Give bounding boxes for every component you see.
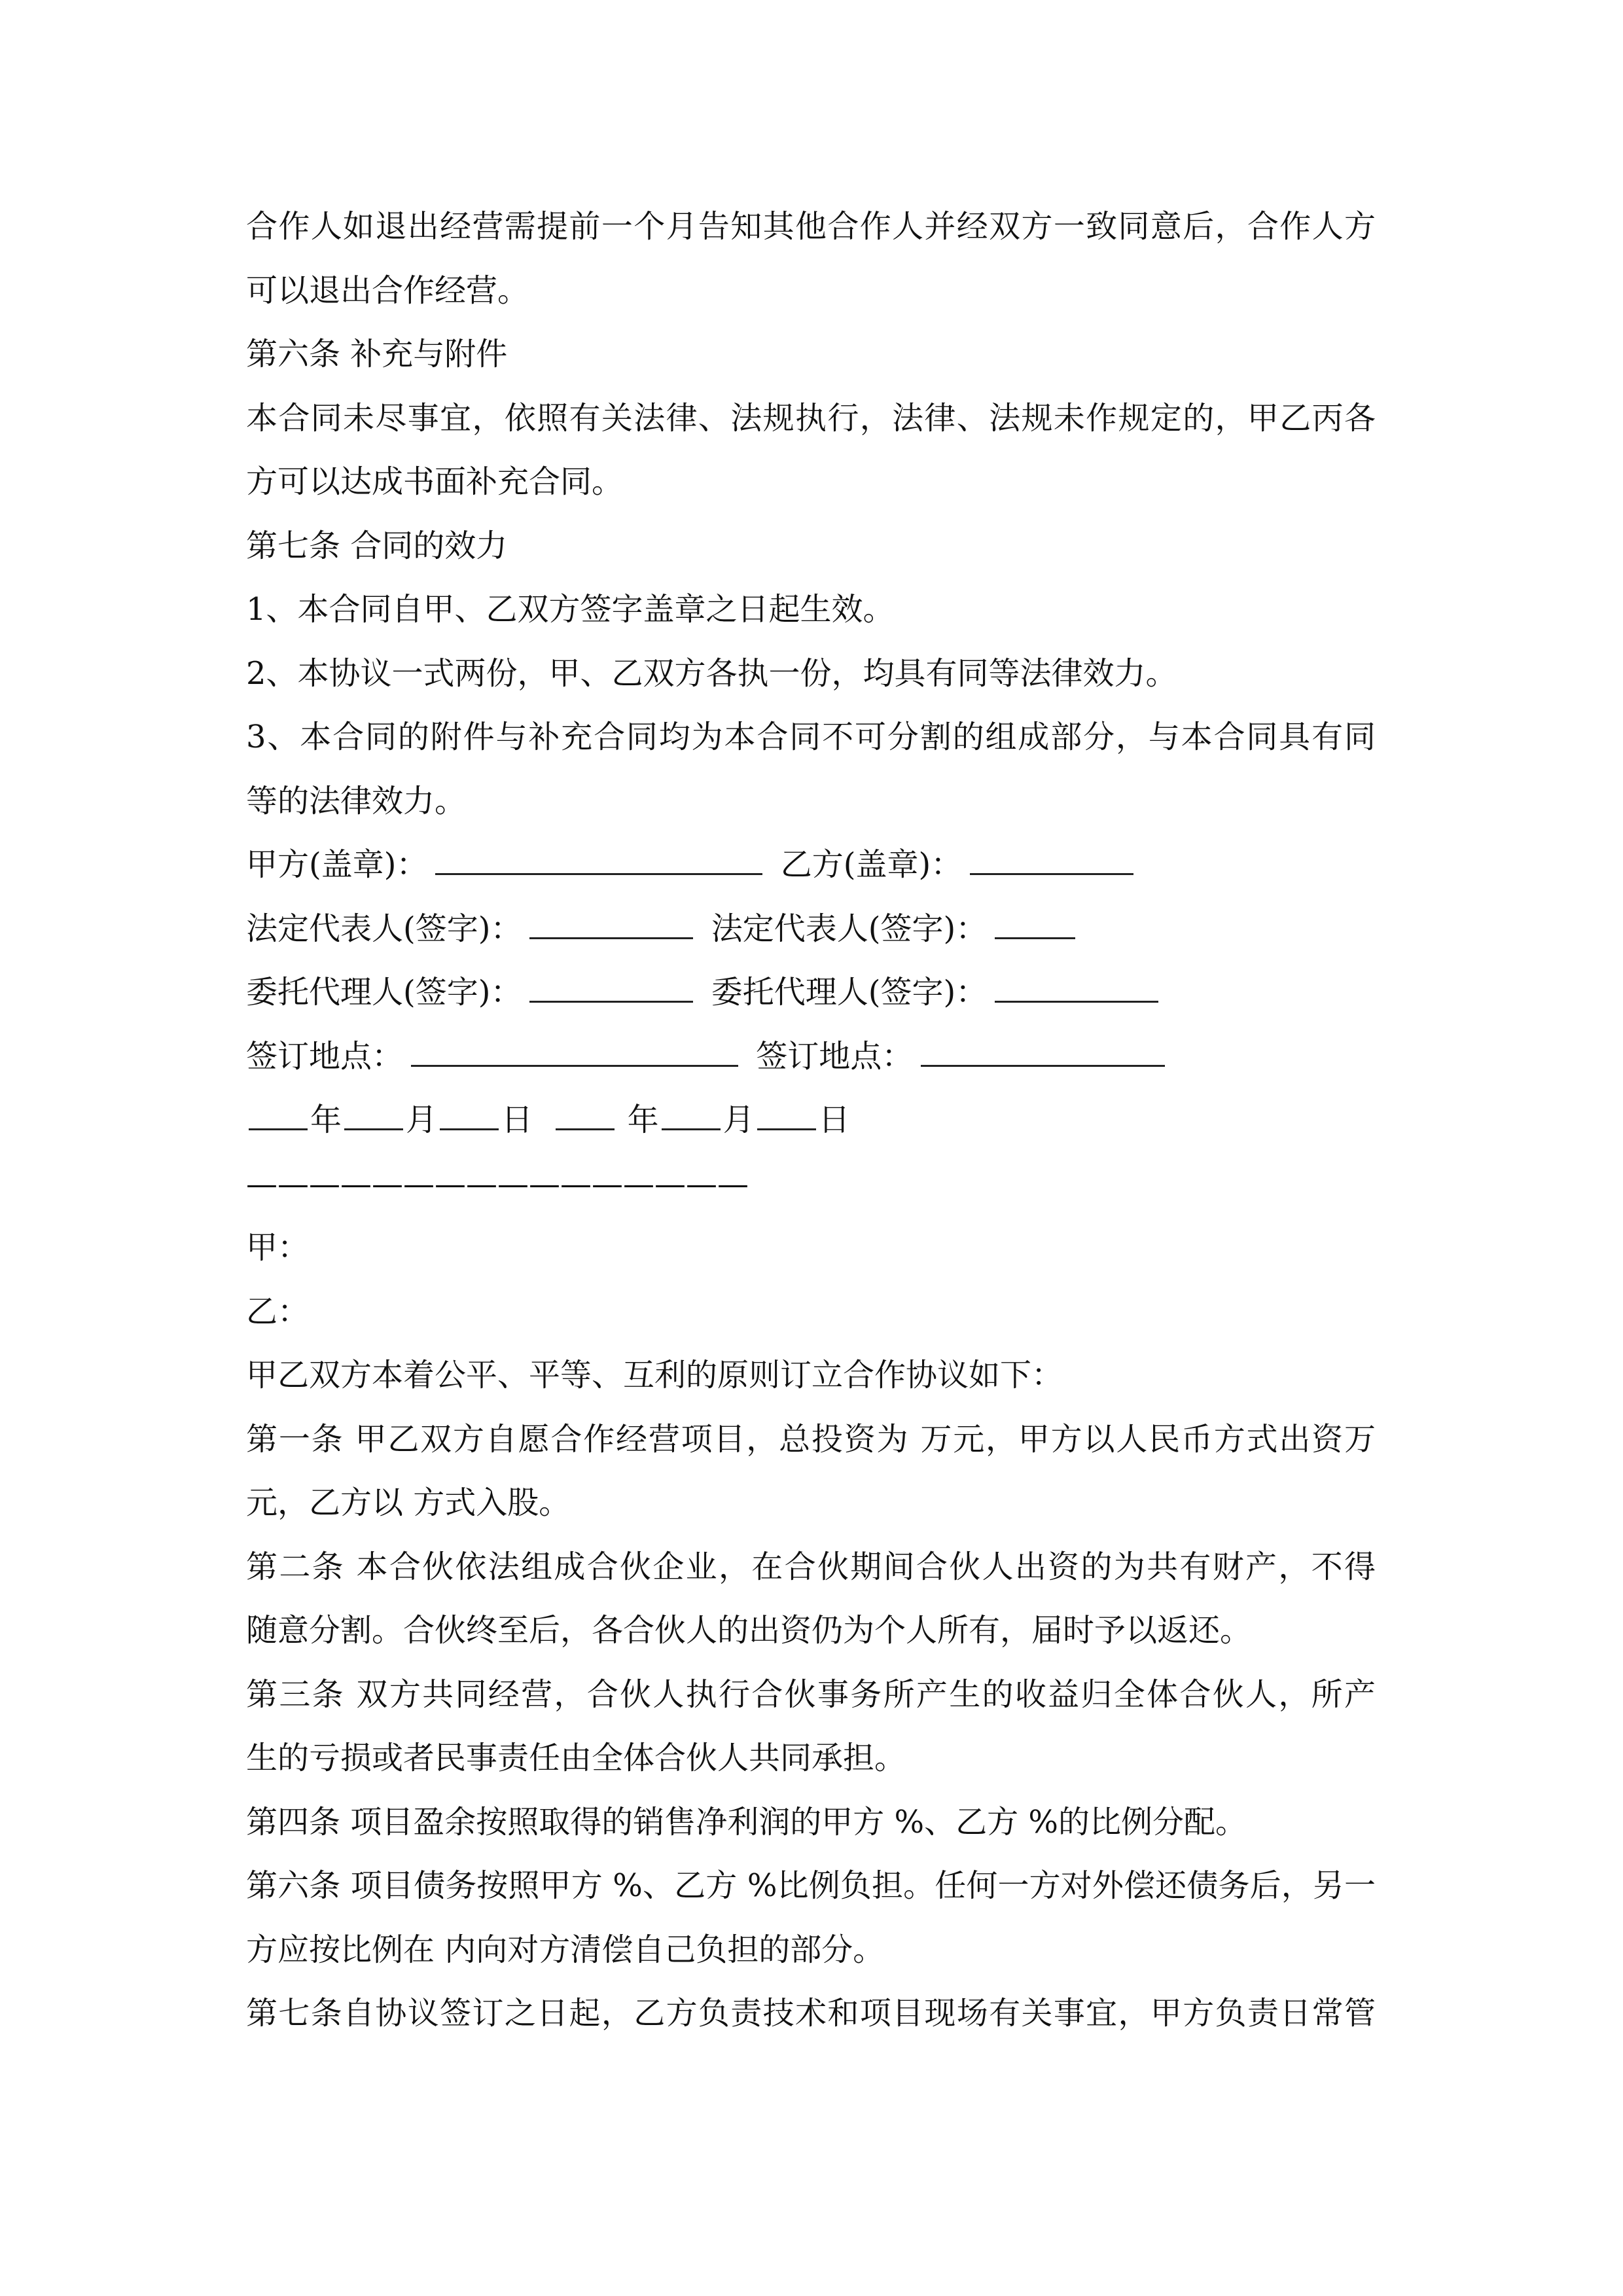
paragraph-line: 3、本合同的附件与补充合同均为本合同不可分割的组成部分，与本合同具有同 bbox=[246, 719, 1376, 755]
party-b-seal-label: 乙方(盖章)： bbox=[780, 846, 963, 883]
date-row bbox=[246, 1088, 1376, 1153]
party-b-seal-blank bbox=[970, 834, 1133, 875]
paragraph-line: 第四条 项目盈余按照取得的销售净利润的甲方 %、乙方 %的比例分配。 bbox=[246, 1803, 1247, 1840]
document-page bbox=[246, 195, 1376, 2046]
day-a-blank bbox=[440, 1089, 499, 1130]
paragraph-line: 第七条自协议签订之日起，乙方负责技术和项目现场有关事宜，甲方负责日常管 bbox=[246, 1995, 1376, 2032]
paragraph-line: 本合同未尽事宜，依照有关法律、法规执行，法律、法规未作规定的，甲乙丙各 bbox=[246, 399, 1376, 437]
day-a-label: 日 bbox=[501, 1102, 533, 1138]
paragraph-line: 甲乙双方本着公平、平等、互利的原则订立合作协议如下： bbox=[246, 1357, 1063, 1393]
paragraph-line: 生的亏损或者民事责任由全体合伙人共同承担。 bbox=[246, 1740, 906, 1776]
paragraph-line: 第二条 本合伙依法组成合伙企业，在合伙期间合伙人出资的为共有财产，不得 bbox=[246, 1548, 1376, 1585]
paragraph-line: 第一条 甲乙双方自愿合作经营项目，总投资为 万元，甲方以人民币方式出资万 bbox=[246, 1420, 1376, 1458]
year-b-blank bbox=[556, 1089, 615, 1130]
day-b-blank bbox=[757, 1089, 816, 1130]
day-b-label: 日 bbox=[818, 1102, 850, 1138]
party-a-line: 甲： bbox=[246, 1229, 310, 1266]
month-a-blank bbox=[344, 1089, 403, 1130]
month-b-label: 月 bbox=[722, 1102, 755, 1138]
party-a-seal-label: 甲方(盖章)： bbox=[246, 846, 428, 883]
paragraph-line: 随意分割。合伙终至后，各合伙人的出资仍为个人所有，届时予以返还。 bbox=[246, 1612, 1252, 1649]
place-b-blank bbox=[921, 1026, 1165, 1067]
agent-row bbox=[246, 961, 1376, 1025]
agent-b-blank bbox=[995, 961, 1158, 1003]
agent-b-label: 委托代理人(签字)： bbox=[711, 974, 988, 1011]
place-a-blank bbox=[411, 1026, 738, 1067]
legal-rep-a-blank bbox=[529, 898, 693, 939]
legal-rep-b-blank bbox=[995, 898, 1075, 939]
agent-a-label: 委托代理人(签字)： bbox=[246, 974, 522, 1011]
separator-line: ———————————————— bbox=[246, 1165, 749, 1202]
year-a-blank bbox=[249, 1089, 308, 1130]
agent-a-blank bbox=[529, 961, 693, 1003]
month-b-blank bbox=[662, 1089, 721, 1130]
party-b-line: 乙： bbox=[246, 1293, 310, 1330]
month-a-label: 月 bbox=[406, 1102, 438, 1138]
legal-rep-a-label: 法定代表人(签字)： bbox=[246, 910, 522, 947]
place-a-label: 签订地点： bbox=[246, 1037, 404, 1075]
paragraph-line: 第六条 项目债务按照甲方 %、乙方 %比例负担。任何一方对外偿还债务后，另一 bbox=[246, 1867, 1376, 1904]
paragraph-line: 第三条 双方共同经营，合伙人执行合伙事务所产生的收益归全体合伙人，所产 bbox=[246, 1676, 1376, 1713]
paragraph-line: 可以退出合作经营。 bbox=[246, 272, 529, 309]
place-row bbox=[246, 1025, 1376, 1089]
year-b-label: 年 bbox=[627, 1102, 659, 1138]
paragraph-line: 2、本协议一式两份，甲、乙双方各执一份，均具有同等法律效力。 bbox=[246, 655, 1177, 692]
paragraph-line: 方应按比例在 内向对方清偿自己负担的部分。 bbox=[246, 1931, 885, 1968]
paragraph-line: 1、本合同自甲、乙双方签字盖章之日起生效。 bbox=[246, 591, 895, 628]
legal-rep-b-label: 法定代表人(签字)： bbox=[711, 910, 988, 947]
paragraph-line: 合作人如退出经营需提前一个月告知其他合作人并经双方一致同意后，合作人方 bbox=[246, 208, 1376, 245]
section-heading: 第七条 合同的效力 bbox=[246, 527, 508, 564]
section-heading: 第六条 补充与附件 bbox=[246, 336, 508, 372]
legal-rep-row bbox=[246, 897, 1376, 961]
seal-row bbox=[246, 833, 1376, 897]
paragraph-line: 元，乙方以 方式入股。 bbox=[246, 1484, 571, 1521]
party-a-seal-blank bbox=[435, 834, 762, 875]
paragraph-line: 等的法律效力。 bbox=[246, 782, 467, 819]
year-a-label: 年 bbox=[310, 1102, 342, 1138]
place-b-label: 签订地点： bbox=[756, 1037, 914, 1075]
paragraph-line: 方可以达成书面补充合同。 bbox=[246, 463, 624, 500]
